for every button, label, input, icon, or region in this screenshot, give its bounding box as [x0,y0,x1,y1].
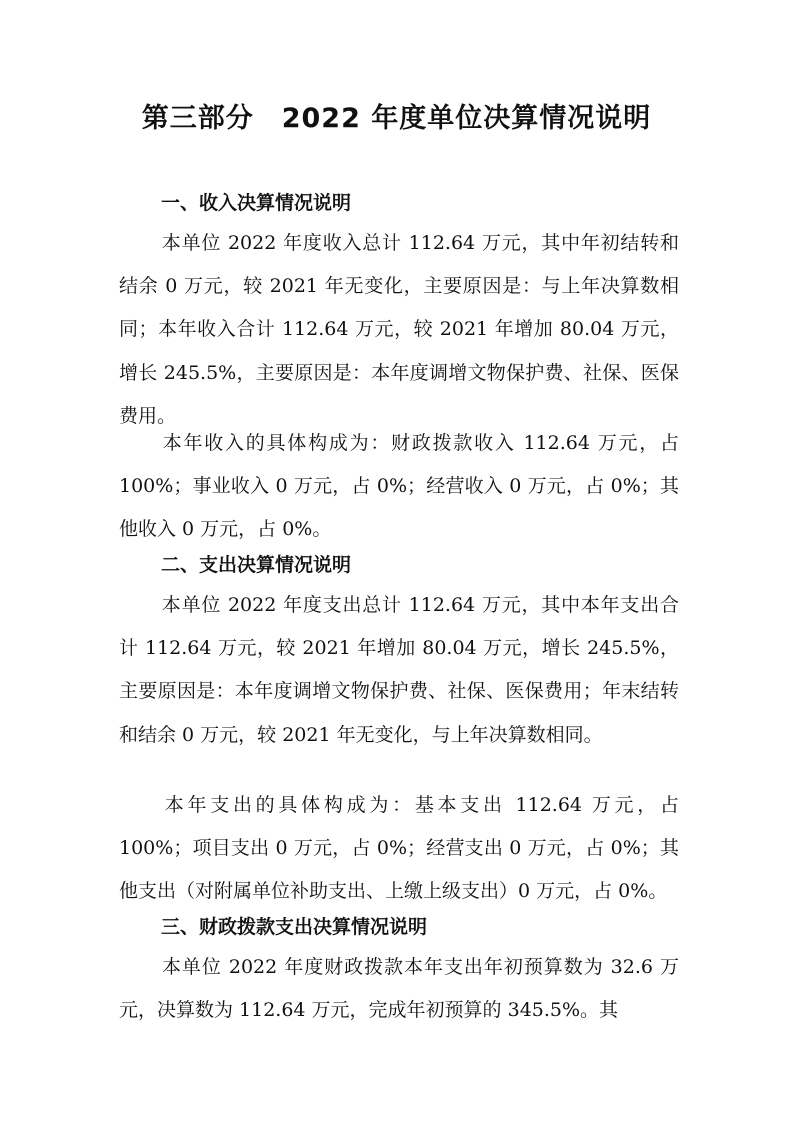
page-title: 第三部分 2022 年度单位决算情况说明 [141,103,652,134]
paragraph-text: 本单位 2022 年度支出总计 112.64 万元，其中本年支出合计 112.64 万元，较 2021 年增加 80.04 万元，增长 245.5%，主要原因是：本年度调增文物保护费、社保、医保费用；年末结转和结余 0 万元，较 2021 年无变化，与上年决算数相同。 [119,594,679,746]
paragraph-text: 本年支出的具体构成为：基本支出 112.64 万元，占 100%；项目支出 0 万元，占 0%；经营支出 0 万元，占 0%；其他支出（对附属单位补助支出、上缴上级支出）0 万元，占 0%。 [119,794,679,903]
paragraph-income-breakdown [119,422,679,552]
paragraph-expenditure-summary [119,584,679,757]
paragraph-fiscal-appropriation [119,946,679,1032]
paragraph-text: 本年收入的具体构成为：财政拨款收入 112.64 万元，占 100%；事业收入 0 万元，占 0%；经营收入 0 万元，占 0%；其他收入 0 万元，占 0%。 [119,432,679,541]
paragraph-expenditure-breakdown [119,784,679,914]
paragraph-text: 本单位 2022 年度收入总计 112.64 万元，其中年初结转和结余 0 万元，较 2021 年无变化，主要原因是：与上年决算数相同；本年收入合计 112.64 万元，较 2021 年增加 80.04 万元，增长 245.5%，主要原因是：本年度调增文物保护费、社保、医保费用。 [119,232,679,427]
paragraph-text: 本单位 2022 年度财政拨款本年支出年初预算数为 32.6 万元，决算数为 112.64 万元，完成年初预算的 345.5%。其 [119,956,679,1022]
paragraph-income-summary [119,222,679,438]
section-heading-expenditure: 二、支出决算情况说明 [161,554,352,576]
section-heading-fiscal-appropriation: 三、财政拨款支出决算情况说明 [161,916,428,938]
section-heading-income: 一、收入决算情况说明 [161,192,352,214]
